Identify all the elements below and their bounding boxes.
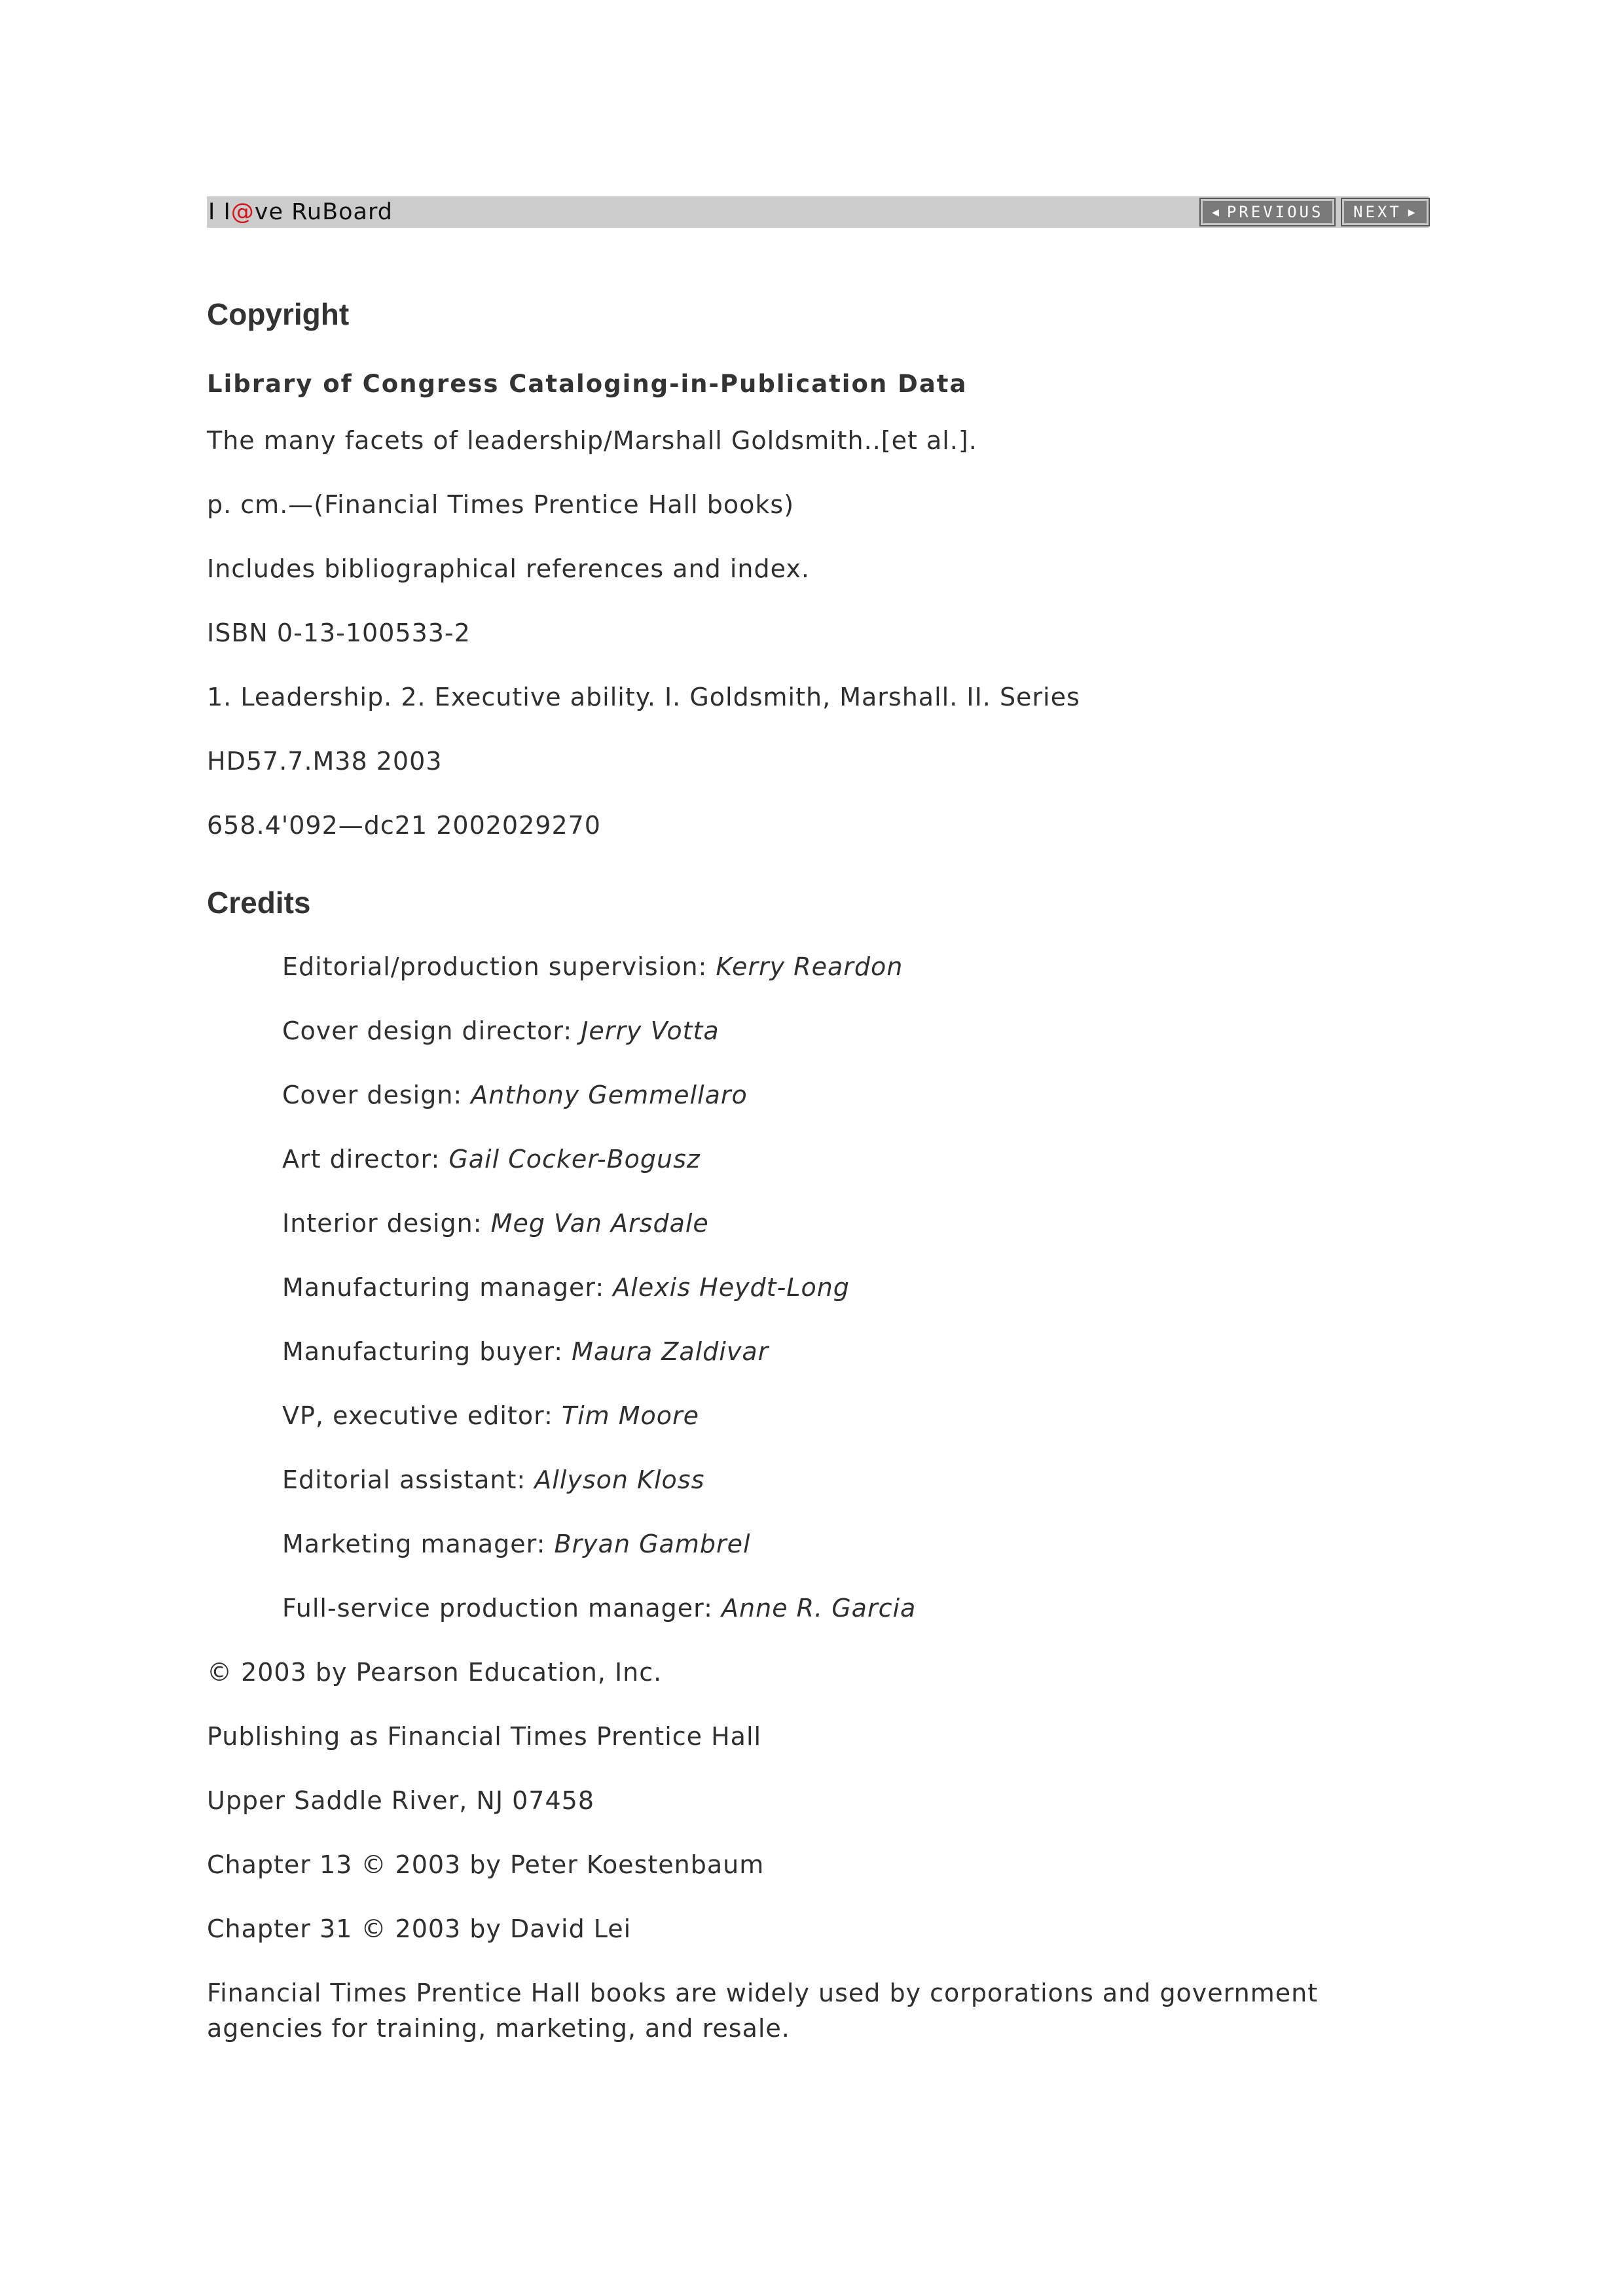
cip-line: HD57.7.M38 2003 [207,747,443,776]
cip-line: ISBN 0-13-100533-2 [207,619,471,647]
credit-item: Manufacturing manager: Alexis Heydt-Long [282,1273,850,1302]
page [207,196,1429,2046]
publisher-info [207,1655,1429,2046]
brand-logo-text: I I@ve RuBoard [208,199,393,225]
cip-heading: Library of Congress Cataloging-in-Publication Data [207,370,968,398]
page-nav-buttons [1201,199,1429,225]
next-button[interactable] [1342,199,1429,225]
credit-item: Full-service production manager: Anne R. Garcia [282,1594,917,1623]
credit-item: VP, executive editor: Tim Moore [282,1401,700,1430]
cip-line: Includes bibliographical references and index. [207,554,810,583]
cip-data [207,423,1429,843]
credits-list [207,949,1429,1626]
at-sign-logo: @ [230,199,255,225]
previous-label: PREVIOUS [1226,203,1324,221]
copyright-heading: Copyright [207,297,350,331]
credit-item: Cover design: Anthony Gemmellaro [282,1081,748,1109]
credit-item: Marketing manager: Bryan Gambrel [282,1530,751,1558]
arrow-left-icon: ◀ [1212,205,1219,219]
credit-item: Interior design: Meg Van Arsdale [282,1209,709,1238]
chapter-copyright-line: Chapter 31 © 2003 by David Lei [207,1914,632,1943]
credits-heading: Credits [207,886,311,920]
cip-line: 1. Leadership. 2. Executive ability. I. Goldsmith, Marshall. II. Series [207,683,1080,711]
previous-button[interactable] [1201,199,1334,225]
publisher-line: Publishing as Financial Times Prentice Hall [207,1722,762,1751]
next-label: NEXT [1353,203,1402,221]
cip-line: The many facets of leadership/Marshall Goldsmith..[et al.]. [207,426,977,455]
credit-item: Art director: Gail Cocker-Bogusz [282,1145,701,1174]
cip-line: p. cm.—(Financial Times Prentice Hall books) [207,490,795,519]
copyright-line: © 2003 by Pearson Education, Inc. [207,1658,663,1687]
address-line: Upper Saddle River, NJ 07458 [207,1786,595,1815]
chapter-copyright-line: Chapter 13 © 2003 by Peter Koestenbaum [207,1850,765,1879]
usage-note: Financial Times Prentice Hall books are widely used by corporations and government agencies for training, marketing, and resale. [207,1979,1319,2043]
top-navigation-bar [207,196,1429,228]
credit-item: Editorial/production supervision: Kerry Reardon [282,952,903,981]
credit-item: Manufacturing buyer: Maura Zaldivar [282,1337,769,1366]
arrow-right-icon: ▶ [1408,205,1415,219]
cip-line: 658.4'092—dc21 2002029270 [207,811,601,840]
credit-item: Editorial assistant: Allyson Kloss [282,1465,705,1494]
credit-item: Cover design director: Jerry Votta [282,1016,720,1045]
